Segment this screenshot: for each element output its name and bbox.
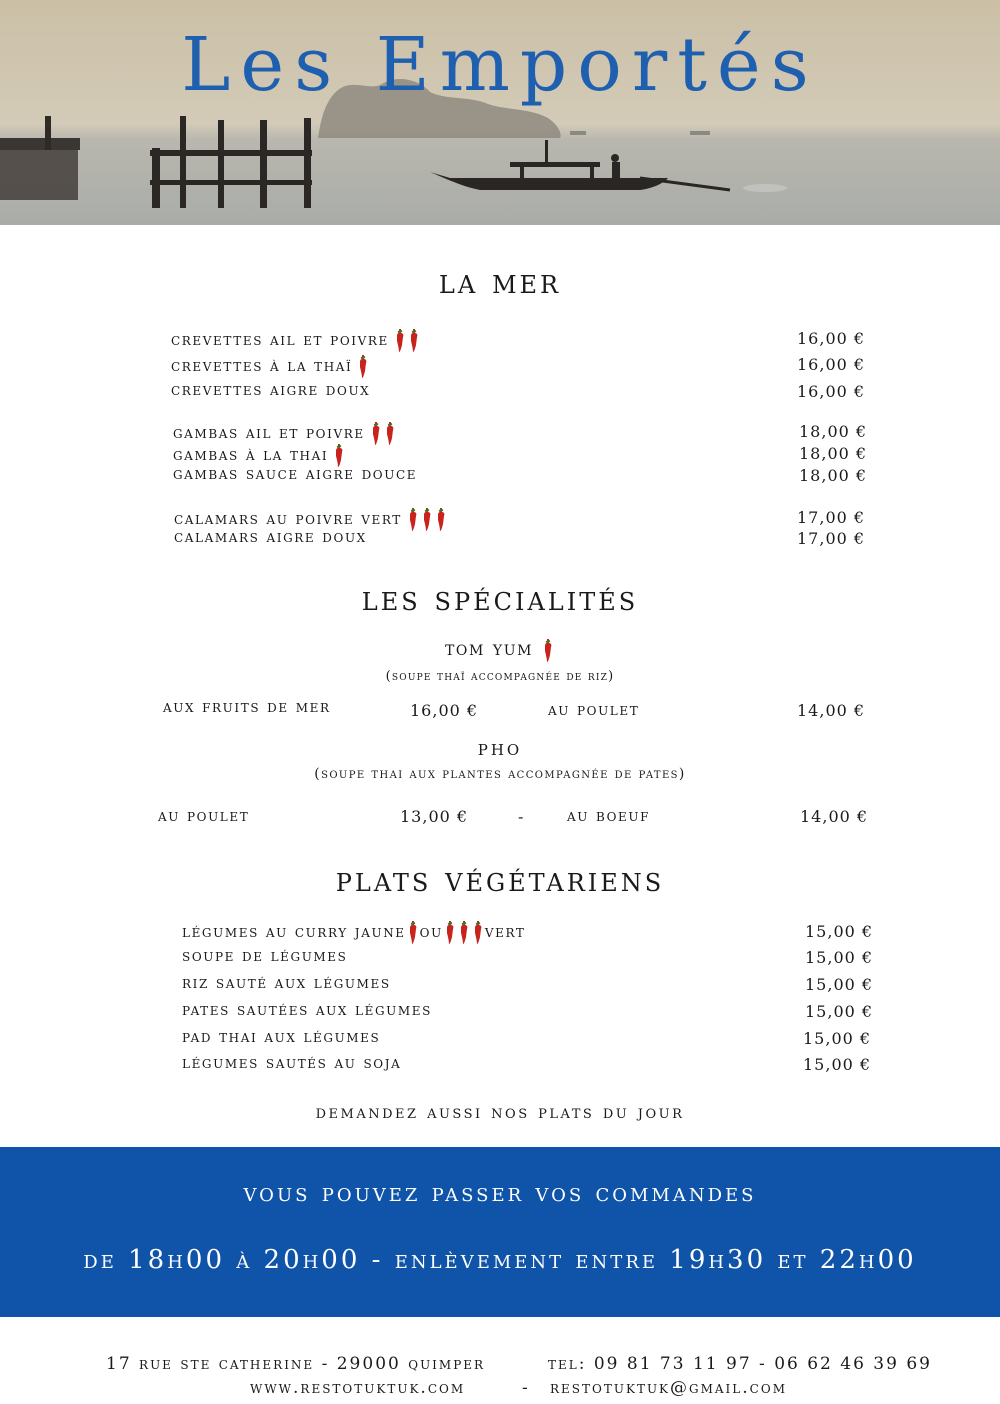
tom-yum-name: tom yum [444, 636, 534, 660]
chili-pepper-icon [370, 420, 382, 446]
menu-item-price: 16,00 € [797, 382, 866, 401]
tom-yum-option-seafood: aux fruits de mer [163, 697, 331, 717]
menu-item-name: crevettes ail et poivre [171, 330, 389, 350]
section-title-specialites: les spécialités [361, 579, 639, 619]
menu-item: riz sauté aux légumes [182, 973, 391, 993]
footer-website[interactable]: www.restotuktuk.com [250, 1378, 466, 1398]
pho-option-beef-price: 14,00 € [800, 807, 869, 826]
tom-yum-title [0, 636, 1000, 663]
pho-option-beef: au boeuf [567, 806, 651, 826]
order-hours-band [0, 1147, 1000, 1317]
chili-pepper-icon [407, 506, 419, 532]
menu-item: pates sautées aux légumes [182, 1000, 432, 1020]
section-title-vegetariens: plats végétariens [335, 860, 665, 900]
menu-item-price: 15,00 € [805, 975, 874, 994]
menu-item: légumes sautés au soja [182, 1053, 402, 1073]
chili-pepper-icon [384, 420, 396, 446]
menu-item-name: crevettes à la thaï [171, 356, 353, 376]
chili-pepper-icon [394, 327, 406, 353]
menu-item [174, 527, 367, 547]
page-title: Les Emportés [181, 22, 819, 108]
chili-rating [332, 445, 346, 465]
menu-item-price: 15,00 € [805, 948, 874, 967]
chili-rating [406, 922, 420, 942]
pho-option-chicken-price: 13,00 € [400, 807, 469, 826]
veg-item-curry-price: 15,00 € [805, 922, 874, 941]
chili-pepper-icon [407, 919, 419, 945]
chili-rating [356, 356, 370, 376]
section-title-la-mer: la mer [438, 262, 562, 302]
footer-separator: - [522, 1378, 530, 1398]
menu-item: soupe de légumes [182, 946, 348, 966]
tom-yum-option-seafood-price: 16,00 € [410, 701, 479, 720]
menu-item: pad thai aux légumes [182, 1027, 381, 1047]
order-line-2: de 18h00 à 20h00 - enlèvement entre 19h30 et 22h00 [83, 1245, 917, 1275]
footer-phones: tel: 09 81 73 11 97 - 06 62 46 39 69 [548, 1354, 932, 1374]
header-banner [0, 0, 1000, 225]
menu-item-price: 15,00 € [803, 1029, 872, 1048]
menu-item [173, 464, 417, 484]
pho-description: (soupe thai aux plantes accompagnée de pates) [314, 766, 686, 782]
chili-rating [541, 636, 555, 660]
tom-yum-option-chicken: au poulet [548, 700, 640, 720]
chili-rating [443, 922, 485, 942]
menu-item-name: gambas à la thai [173, 445, 329, 465]
chili-pepper-icon [542, 637, 554, 663]
menu-item [171, 353, 370, 379]
chili-rating [369, 423, 397, 443]
menu-item-price: 16,00 € [797, 355, 866, 374]
veg-item-curry: légumes au curry jaune ou vert [182, 919, 525, 945]
tom-yum-description: (soupe thaï accompagnée de riz) [385, 669, 615, 684]
menu-item-price: 15,00 € [805, 1002, 874, 1021]
chili-rating [393, 330, 421, 350]
menu-item-name: calamars au poivre vert [174, 509, 402, 529]
order-line-1: vous pouvez passer vos commandes [243, 1178, 757, 1208]
menu-item-price: 18,00 € [799, 444, 868, 463]
tom-yum-option-chicken-price: 14,00 € [797, 701, 866, 720]
menu-item-price: 18,00 € [799, 466, 868, 485]
menu-item-name: calamars aigre doux [174, 527, 367, 547]
daily-specials-note: demandez aussi nos plats du jour [315, 1101, 685, 1123]
menu-item-price: 17,00 € [797, 508, 866, 527]
pho-option-chicken: au poulet [158, 806, 250, 826]
footer-address: 17 rue ste catherine - 29000 quimper [106, 1354, 486, 1374]
menu-item-price: 18,00 € [799, 422, 868, 441]
menu-item-price: 15,00 € [803, 1055, 872, 1074]
menu-item-price: 16,00 € [797, 329, 866, 348]
chili-pepper-icon [444, 919, 456, 945]
menu-item-price: 17,00 € [797, 529, 866, 548]
chili-pepper-icon [435, 506, 447, 532]
chili-pepper-icon [408, 327, 420, 353]
chili-pepper-icon [421, 506, 433, 532]
chili-pepper-icon [472, 919, 484, 945]
menu-item [171, 380, 370, 400]
menu-item [171, 327, 421, 353]
menu-item-name: gambas ail et poivre [173, 423, 365, 443]
footer-email[interactable]: restotuktuk@gmail.com [550, 1378, 787, 1398]
chili-pepper-icon [458, 919, 470, 945]
chili-rating [406, 509, 448, 529]
pho-title: pho [477, 736, 523, 761]
menu-item-name: crevettes aigre doux [171, 380, 371, 400]
chili-pepper-icon [357, 353, 369, 379]
pho-separator: - [518, 807, 525, 826]
menu-item-name: gambas sauce aigre douce [173, 464, 418, 484]
